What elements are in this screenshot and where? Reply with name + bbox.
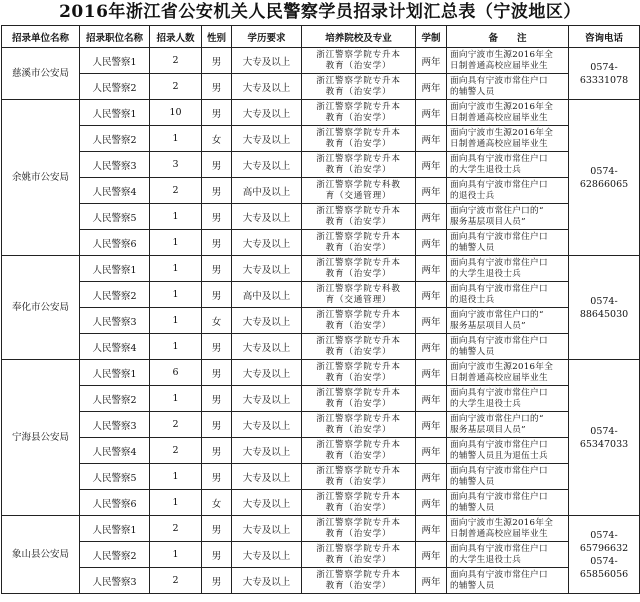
school-major-line: 浙江警察学院专升本 xyxy=(316,543,401,554)
contact-phone: 0574-​65796632 0574-​65856056 xyxy=(569,516,640,594)
school-major-line: 浙江警察学院专升本 xyxy=(316,153,401,164)
table-row xyxy=(2,334,640,360)
recruit-count: 1 xyxy=(150,542,202,568)
note-line: 的大学生退役士兵 xyxy=(450,554,522,565)
note-line: 日制普通高校应届毕业生 xyxy=(450,60,548,71)
school-major-line: 教育（治安学） xyxy=(325,112,392,123)
recruit-count: 1 xyxy=(150,308,202,334)
note-line: 服务基层项目人员” xyxy=(450,424,526,435)
school-major-line: 浙江警察学院专升本 xyxy=(316,491,401,502)
note xyxy=(447,386,569,412)
recruit-count: 1 xyxy=(150,334,202,360)
school-major xyxy=(302,152,416,178)
table-row xyxy=(2,230,640,256)
duration: 两年 xyxy=(416,334,447,360)
school-major-line: 浙江警察学院专升本 xyxy=(316,335,401,346)
duration: 两年 xyxy=(416,256,447,282)
gender: 男 xyxy=(202,334,232,360)
school-major xyxy=(302,412,416,438)
position-name: 人民警察6 xyxy=(80,230,150,256)
note-line: 的辅警人员 xyxy=(450,502,495,513)
note-line: 的辅警人员且为退伍士兵 xyxy=(450,450,548,461)
note xyxy=(447,100,569,126)
note xyxy=(447,516,569,542)
position-name: 人民警察1 xyxy=(80,256,150,282)
note xyxy=(447,360,569,386)
note-line: 面向宁波市生源2016年全 xyxy=(450,101,554,112)
recruitment-table xyxy=(1,25,640,594)
recruit-count: 1 xyxy=(150,464,202,490)
school-major xyxy=(302,308,416,334)
note xyxy=(447,438,569,464)
note-line: 面向宁波市生源2016年全 xyxy=(450,361,554,372)
gender: 男 xyxy=(202,542,232,568)
note-line: 面向具有宁波市常住户口 xyxy=(450,283,548,294)
gender: 男 xyxy=(202,74,232,100)
position-name: 人民警察3 xyxy=(80,412,150,438)
table-row xyxy=(2,178,640,204)
school-major xyxy=(302,100,416,126)
position-name: 人民警察5 xyxy=(80,204,150,230)
education-requirement: 大专及以上 xyxy=(232,386,302,412)
school-major-line: 教育（治安学） xyxy=(325,268,392,279)
gender: 男 xyxy=(202,464,232,490)
recruit-count: 2 xyxy=(150,412,202,438)
gender: 男 xyxy=(202,386,232,412)
school-major-line: 教育（治安学） xyxy=(325,476,392,487)
note-line: 面向具有宁波市常住户口 xyxy=(450,231,548,242)
note-line: 面向具有宁波市常住户口 xyxy=(450,153,548,164)
table-row xyxy=(2,490,640,516)
note-line: 的辅警人员 xyxy=(450,580,495,591)
note-line: 的退役士兵 xyxy=(450,190,495,201)
duration: 两年 xyxy=(416,542,447,568)
school-major-line: 浙江警察学院专升本 xyxy=(316,439,401,450)
table-row xyxy=(2,464,640,490)
school-major xyxy=(302,438,416,464)
contact-phone: 0574-​65347033 xyxy=(569,360,640,516)
recruit-count: 2 xyxy=(150,516,202,542)
gender: 男 xyxy=(202,48,232,74)
position-name: 人民警察1 xyxy=(80,48,150,74)
table-row xyxy=(2,412,640,438)
contact-phone: 0574-​62866065 xyxy=(569,100,640,256)
unit-name: 奉化市公安局 xyxy=(2,256,80,360)
position-name: 人民警察2 xyxy=(80,542,150,568)
note xyxy=(447,568,569,594)
school-major-line: 教育（治安学） xyxy=(325,502,392,513)
duration: 两年 xyxy=(416,308,447,334)
school-major xyxy=(302,490,416,516)
note xyxy=(447,178,569,204)
table-row xyxy=(2,516,640,542)
school-major-line: 教育（治安学） xyxy=(325,372,392,383)
note xyxy=(447,542,569,568)
table-row xyxy=(2,386,640,412)
school-major-line: 教育（治安学） xyxy=(325,580,392,591)
position-name: 人民警察2 xyxy=(80,126,150,152)
gender: 男 xyxy=(202,204,232,230)
note-line: 面向具有宁波市常住户口 xyxy=(450,75,548,86)
recruit-count: 1 xyxy=(150,490,202,516)
gender: 男 xyxy=(202,516,232,542)
header-education: 学历要求 xyxy=(232,26,302,48)
note-line: 的辅警人员 xyxy=(450,242,495,253)
gender: 男 xyxy=(202,256,232,282)
education-requirement: 大专及以上 xyxy=(232,308,302,334)
school-major-line: 教育（治安学） xyxy=(325,528,392,539)
school-major-line: 浙江警察学院专升本 xyxy=(316,101,401,112)
note xyxy=(447,74,569,100)
position-name: 人民警察4 xyxy=(80,334,150,360)
header-position: 招录职位名称 xyxy=(80,26,150,48)
education-requirement: 高中及以上 xyxy=(232,178,302,204)
school-major xyxy=(302,74,416,100)
school-major xyxy=(302,516,416,542)
unit-name: 宁海县公安局 xyxy=(2,360,80,516)
table-row xyxy=(2,256,640,282)
school-major-line: 教育（治安学） xyxy=(325,216,392,227)
table-row xyxy=(2,282,640,308)
school-major-line: 教育（治安学） xyxy=(325,60,392,71)
table-row xyxy=(2,126,640,152)
recruit-count: 1 xyxy=(150,204,202,230)
recruit-count: 3 xyxy=(150,152,202,178)
note-line: 日制普通高校应届毕业生 xyxy=(450,138,548,149)
table-row xyxy=(2,100,640,126)
note-line: 面向具有宁波市常住户口 xyxy=(450,387,548,398)
recruit-count: 1 xyxy=(150,230,202,256)
note xyxy=(447,256,569,282)
duration: 两年 xyxy=(416,230,447,256)
table-row xyxy=(2,542,640,568)
gender: 男 xyxy=(202,568,232,594)
position-name: 人民警察1 xyxy=(80,360,150,386)
school-major-line: 浙江警察学院专升本 xyxy=(316,257,401,268)
school-major-line: 浙江警察学院专升本 xyxy=(316,75,401,86)
gender: 男 xyxy=(202,438,232,464)
recruit-count: 2 xyxy=(150,568,202,594)
school-major-line: 育（交通管理） xyxy=(325,190,392,201)
school-major-line: 教育（治安学） xyxy=(325,424,392,435)
recruit-count: 2 xyxy=(150,74,202,100)
school-major-line: 浙江警察学院专升本 xyxy=(316,569,401,580)
school-major xyxy=(302,464,416,490)
position-name: 人民警察5 xyxy=(80,464,150,490)
school-major-line: 浙江警察学院专升本 xyxy=(316,49,401,60)
gender: 女 xyxy=(202,308,232,334)
education-requirement: 大专及以上 xyxy=(232,204,302,230)
unit-name: 象山县公安局 xyxy=(2,516,80,594)
education-requirement: 大专及以上 xyxy=(232,438,302,464)
note-line: 面向具有宁波市常住户口 xyxy=(450,569,548,580)
table-row xyxy=(2,204,640,230)
duration: 两年 xyxy=(416,360,447,386)
school-major xyxy=(302,542,416,568)
school-major-line: 浙江警察学院专升本 xyxy=(316,309,401,320)
note-line: 服务基层项目人员” xyxy=(450,216,526,227)
position-name: 人民警察2 xyxy=(80,386,150,412)
school-major-line: 教育（治安学） xyxy=(325,450,392,461)
recruit-count: 1 xyxy=(150,386,202,412)
position-name: 人民警察1 xyxy=(80,100,150,126)
position-name: 人民警察4 xyxy=(80,438,150,464)
education-requirement: 高中及以上 xyxy=(232,282,302,308)
duration: 两年 xyxy=(416,126,447,152)
note-line: 的大学生退役士兵 xyxy=(450,268,522,279)
note xyxy=(447,308,569,334)
duration: 两年 xyxy=(416,386,447,412)
school-major-line: 浙江警察学院专升本 xyxy=(316,465,401,476)
table-row xyxy=(2,360,640,386)
gender: 男 xyxy=(202,178,232,204)
education-requirement: 大专及以上 xyxy=(232,126,302,152)
note-line: 面向具有宁波市常住户口 xyxy=(450,465,548,476)
duration: 两年 xyxy=(416,178,447,204)
note xyxy=(447,334,569,360)
education-requirement: 大专及以上 xyxy=(232,230,302,256)
school-major-line: 教育（治安学） xyxy=(325,164,392,175)
note-line: 的辅警人员 xyxy=(450,346,495,357)
school-major-line: 浙江警察学院专升本 xyxy=(316,517,401,528)
header-unit: 招录单位名称 xyxy=(2,26,80,48)
school-major-line: 教育（治安学） xyxy=(325,138,392,149)
note-line: 面向具有宁波市常住户口 xyxy=(450,439,548,450)
position-name: 人民警察6 xyxy=(80,490,150,516)
note-line: 面向宁波市常住户口的“ xyxy=(450,309,544,320)
recruit-count: 10 xyxy=(150,100,202,126)
header-count: 招录人数 xyxy=(150,26,202,48)
education-requirement: 大专及以上 xyxy=(232,360,302,386)
school-major-line: 浙江警察学院专升本 xyxy=(316,361,401,372)
gender: 男 xyxy=(202,230,232,256)
education-requirement: 大专及以上 xyxy=(232,74,302,100)
duration: 两年 xyxy=(416,464,447,490)
school-major-line: 教育（治安学） xyxy=(325,398,392,409)
note xyxy=(447,152,569,178)
school-major-line: 教育（治安学） xyxy=(325,86,392,97)
recruit-count: 1 xyxy=(150,282,202,308)
recruit-count: 2 xyxy=(150,178,202,204)
school-major-line: 育（交通管理） xyxy=(325,294,392,305)
education-requirement: 大专及以上 xyxy=(232,412,302,438)
education-requirement: 大专及以上 xyxy=(232,464,302,490)
duration: 两年 xyxy=(416,152,447,178)
school-major-line: 浙江警察学院专升本 xyxy=(316,127,401,138)
school-major xyxy=(302,282,416,308)
education-requirement: 大专及以上 xyxy=(232,256,302,282)
duration: 两年 xyxy=(416,100,447,126)
school-major-line: 浙江警察学院专升本 xyxy=(316,231,401,242)
note-line: 面向宁波市生源2016年全 xyxy=(450,127,554,138)
note-line: 面向具有宁波市常住户口 xyxy=(450,491,548,502)
duration: 两年 xyxy=(416,74,447,100)
note xyxy=(447,126,569,152)
gender: 男 xyxy=(202,282,232,308)
gender: 女 xyxy=(202,126,232,152)
duration: 两年 xyxy=(416,438,447,464)
education-requirement: 大专及以上 xyxy=(232,100,302,126)
note-line: 面向具有宁波市常住户口 xyxy=(450,179,548,190)
table-row xyxy=(2,438,640,464)
note-line: 面向宁波市生源2016年全 xyxy=(450,517,554,528)
header-phone: 咨询电话 xyxy=(569,26,640,48)
note xyxy=(447,282,569,308)
header-gender: 性别 xyxy=(202,26,232,48)
note-line: 面向具有宁波市常住户口 xyxy=(450,543,548,554)
position-name: 人民警察1 xyxy=(80,516,150,542)
school-major-line: 教育（治安学） xyxy=(325,346,392,357)
note-line: 面向宁波市常住户口的“ xyxy=(450,205,544,216)
education-requirement: 大专及以上 xyxy=(232,48,302,74)
table-body xyxy=(2,48,640,594)
note xyxy=(447,464,569,490)
education-requirement: 大专及以上 xyxy=(232,516,302,542)
school-major xyxy=(302,334,416,360)
note-line: 面向宁波市常住户口的“ xyxy=(450,413,544,424)
school-major xyxy=(302,178,416,204)
education-requirement: 大专及以上 xyxy=(232,490,302,516)
duration: 两年 xyxy=(416,48,447,74)
recruit-count: 6 xyxy=(150,360,202,386)
position-name: 人民警察4 xyxy=(80,178,150,204)
gender: 男 xyxy=(202,360,232,386)
note-line: 服务基层项目人员” xyxy=(450,320,526,331)
gender: 女 xyxy=(202,490,232,516)
duration: 两年 xyxy=(416,204,447,230)
table-row xyxy=(2,74,640,100)
school-major-line: 浙江警察学院专科教 xyxy=(316,179,401,190)
note-line: 的大学生退役士兵 xyxy=(450,398,522,409)
note-line: 日制普通高校应届毕业生 xyxy=(450,528,548,539)
education-requirement: 大专及以上 xyxy=(232,152,302,178)
school-major xyxy=(302,568,416,594)
table-row xyxy=(2,48,640,74)
education-requirement: 大专及以上 xyxy=(232,334,302,360)
table-row xyxy=(2,152,640,178)
school-major xyxy=(302,204,416,230)
contact-phone: 0574-​63331078 xyxy=(569,48,640,100)
recruit-count: 1 xyxy=(150,256,202,282)
school-major-line: 浙江警察学院专升本 xyxy=(316,387,401,398)
gender: 男 xyxy=(202,412,232,438)
note-line: 面向具有宁波市常住户口 xyxy=(450,257,548,268)
duration: 两年 xyxy=(416,282,447,308)
duration: 两年 xyxy=(416,516,447,542)
school-major xyxy=(302,230,416,256)
duration: 两年 xyxy=(416,412,447,438)
note-line: 日制普通高校应届毕业生 xyxy=(450,372,548,383)
education-requirement: 大专及以上 xyxy=(232,568,302,594)
duration: 两年 xyxy=(416,490,447,516)
unit-name: 余姚市公安局 xyxy=(2,100,80,256)
table-row xyxy=(2,568,640,594)
note-line: 的辅警人员 xyxy=(450,86,495,97)
unit-name: 慈溪市公安局 xyxy=(2,48,80,100)
header-school: 培养院校及专业 xyxy=(302,26,416,48)
table-row xyxy=(2,308,640,334)
education-requirement: 大专及以上 xyxy=(232,542,302,568)
recruit-count: 1 xyxy=(150,126,202,152)
school-major-line: 浙江警察学院专升本 xyxy=(316,413,401,424)
position-name: 人民警察3 xyxy=(80,308,150,334)
note xyxy=(447,48,569,74)
school-major xyxy=(302,126,416,152)
school-major-line: 浙江警察学院专科教 xyxy=(316,283,401,294)
note-line: 的退役士兵 xyxy=(450,294,495,305)
header-row xyxy=(2,26,640,48)
note-line: 的辅警人员 xyxy=(450,476,495,487)
note xyxy=(447,204,569,230)
note-line: 的大学生退役士兵 xyxy=(450,164,522,175)
school-major xyxy=(302,256,416,282)
note-line: 面向具有宁波市常住户口 xyxy=(450,335,548,346)
recruit-count: 2 xyxy=(150,438,202,464)
position-name: 人民警察2 xyxy=(80,282,150,308)
note xyxy=(447,230,569,256)
note xyxy=(447,412,569,438)
school-major xyxy=(302,360,416,386)
header-duration: 学制 xyxy=(416,26,447,48)
note-line: 面向宁波市生源2016年全 xyxy=(450,49,554,60)
school-major-line: 浙江警察学院专升本 xyxy=(316,205,401,216)
note-line: 日制普通高校应届毕业生 xyxy=(450,112,548,123)
position-name: 人民警察3 xyxy=(80,152,150,178)
gender: 男 xyxy=(202,100,232,126)
contact-phone: 0574-​88645030 xyxy=(569,256,640,360)
school-major-line: 教育（治安学） xyxy=(325,554,392,565)
school-major xyxy=(302,386,416,412)
note xyxy=(447,490,569,516)
gender: 男 xyxy=(202,152,232,178)
page-title: 2016年浙江省公安机关人民警察学员招录计划汇总表（宁波地区） xyxy=(59,2,581,22)
recruit-count: 2 xyxy=(150,48,202,74)
position-name: 人民警察3 xyxy=(80,568,150,594)
school-major-line: 教育（治安学） xyxy=(325,242,392,253)
header-note: 备 注 xyxy=(447,26,569,48)
school-major xyxy=(302,48,416,74)
school-major-line: 教育（治安学） xyxy=(325,320,392,331)
position-name: 人民警察2 xyxy=(80,74,150,100)
duration: 两年 xyxy=(416,568,447,594)
